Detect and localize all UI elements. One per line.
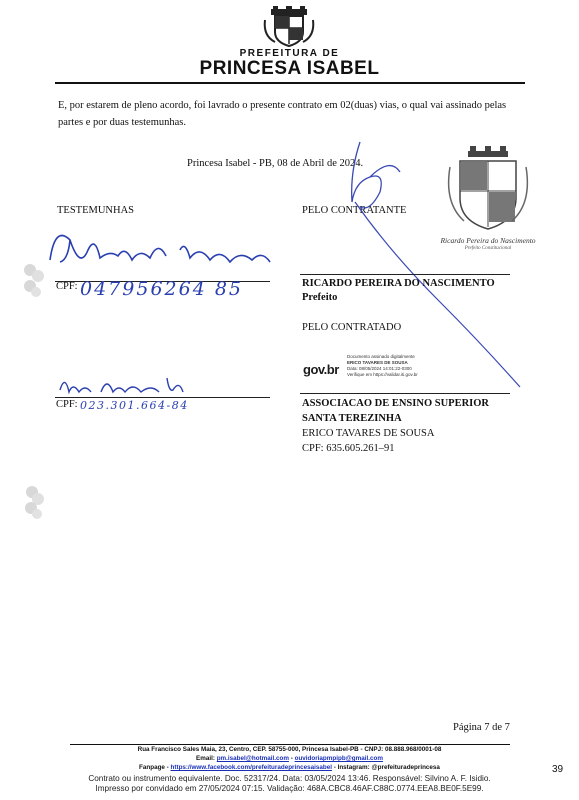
footer-email-separator: - [288,755,295,762]
footer-email-link-1[interactable]: pm.isabel@hotmail.com [216,755,289,762]
closing-paragraph: E, por estarem de pleno acordo, foi lavrado o presente contrato em 02(duas) vias, o qual vai assinado pelas partes e por duas testemunhas. [58,100,507,128]
header-prefeitura-line: PREFEITURA DE [239,48,340,59]
witnesses-title: TESTEMUNHAS [57,205,135,216]
footer-email-link-2[interactable]: ouvidoriapmpipb@gmail.com [294,755,383,762]
date-line: Princesa Isabel - PB, 08 de Abril de 2024. [187,158,364,169]
coat-of-arms-logo [261,6,317,48]
footer-address: Rua Francisco Sales Maia, 23, Centro, CEP. 58755-000, Princesa Isabel-PB - CNPJ: 08.888.968/0001-08 [137,746,442,753]
punch-hole-top [20,262,48,298]
witness-1-cpf-handwritten: 047956264 85 [80,278,244,300]
contratado-cpf: CPF: 635.605.261–91 [302,443,395,454]
govbr-line-4: Verifique em https://validar.iti.gov.br [347,372,418,377]
contratante-role: Prefeito [302,292,338,303]
contratante-label: PELO CONTRATANTE [302,205,407,216]
footer-instagram: - Instagram: @prefeituradeprincesa [331,764,440,771]
witness-2-line [55,397,270,398]
govbr-line-2: ERICO TAVARES DE SOUSA [347,360,408,365]
contratante-sign-line [300,274,510,275]
witness-2-signature [55,372,195,400]
contratado-org-line-1: ASSOCIACAO DE ENSINO SUPERIOR [302,398,489,409]
witness-2-cpf-handwritten: 023.301.664-84 [80,399,189,412]
footer-email-prefix: Email: [196,755,217,762]
govbr-logo: gov.br [303,362,339,377]
footer-email-line [0,755,579,762]
govbr-signature-info [347,354,477,378]
footer-fanpage-prefix: Fanpage - [139,764,171,771]
mayor-stamp-role: Prefeito Constitucional [464,246,512,251]
contratante-name: RICARDO PEREIRA DO NASCIMENTO [302,278,495,289]
govbr-line-3: Data: 08/05/2024 14:01:22-0300 [347,366,412,371]
contratado-org-line-2: SANTA TEREZINHA [302,413,402,424]
header-divider [55,82,525,84]
contratado-sign-line [300,393,510,394]
footer-divider [70,744,510,745]
govbr-line-1: Documento assinado digitalmente [347,354,415,359]
footer-social-line [0,764,579,771]
footer-fanpage-link[interactable]: https://www.facebook.com/prefeituradeprincesaisabel [170,764,332,771]
footer-doc-note-1: Contrato ou instrumento equivalente. Doc. 52317/24. Data: 03/05/2024 13:46. Responsável: Silvino A. F. Isidio. [88,774,491,783]
contratado-label: PELO CONTRATADO [302,322,402,333]
header-city-name: PRINCESA ISABEL [199,58,380,79]
page-indicator: Página 7 de 7 [453,722,510,733]
witness-1-cpf-label: CPF: [56,281,78,292]
footer-doc-note-2: Impresso por convidado em 27/05/2024 07:15. Validação: 468A.CBC8.46AF.C88C.0774.EEA8.BE0F.5E99. [95,784,484,793]
contratado-person: ERICO TAVARES DE SOUSA [302,428,435,439]
witness-1-signature [40,220,280,280]
witness-2-cpf-label: CPF: [56,399,78,410]
side-page-number: 39 [552,764,564,775]
mayor-stamp-name: Ricardo Pereira do Nascimento [440,236,536,245]
punch-hole-bottom [22,484,48,520]
